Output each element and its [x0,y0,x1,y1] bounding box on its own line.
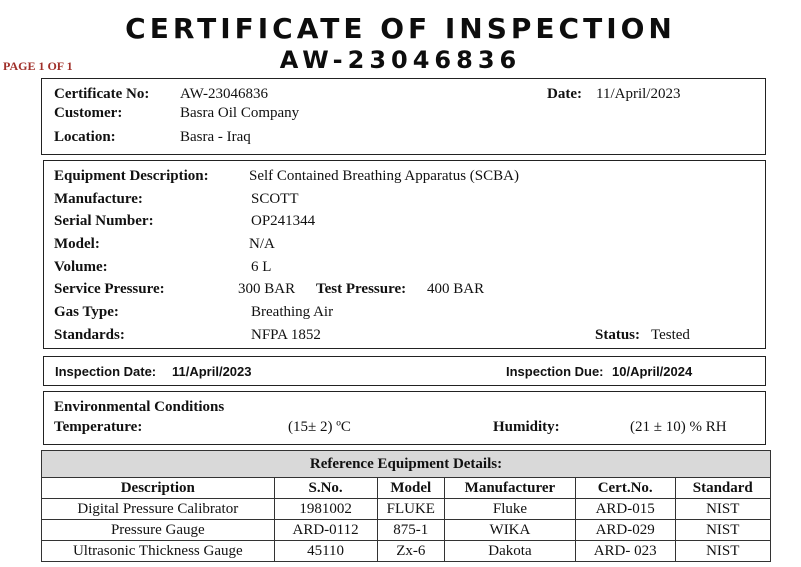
location-label: Location: [54,129,116,145]
equipment-box [43,160,766,349]
table-cell: WIKA [445,520,576,541]
gas-type-value: Breathing Air [251,304,334,320]
volume-label: Volume: [54,259,108,275]
inspection-date-label: Inspection Date: [55,364,157,379]
table-cell: NIST [675,520,770,541]
column-header: Model [377,478,445,499]
table-cell: ARD-029 [575,520,675,541]
environment-title: Environmental Conditions [54,399,225,415]
inspection-dates-box [43,356,766,386]
gas-type-label: Gas Type: [54,304,119,320]
test-pressure-label: Test Pressure: [316,281,407,297]
manufacture-label: Manufacture: [54,191,143,207]
reference-table-caption: Reference Equipment Details: [42,451,771,478]
test-pressure-value: 400 BAR [427,281,485,297]
table-cell: Fluke [445,499,576,520]
column-header: Description [42,478,275,499]
table-cell: ARD-015 [575,499,675,520]
status-value: Tested [651,327,690,343]
serial-label: Serial Number: [54,213,154,229]
table-cell: ARD-0112 [274,520,377,541]
equipment-desc-value: Self Contained Breathing Apparatus (SCBA) [249,168,519,184]
table-cell: NIST [675,541,770,562]
humidity-value: (21 ± 10) % RH [630,419,727,435]
table-cell: Dakota [445,541,576,562]
date-label: Date: [547,86,582,102]
manufacture-value: SCOTT [251,191,299,207]
table-cell: FLUKE [377,499,445,520]
table-cell: Pressure Gauge [42,520,275,541]
table-cell: 1981002 [274,499,377,520]
status-label: Status: [595,327,641,343]
location-value: Basra - Iraq [180,129,251,145]
table-cell: 875-1 [377,520,445,541]
table-cell: 45110 [274,541,377,562]
environment-box [43,391,766,445]
column-header: S.No. [274,478,377,499]
standards-value: NFPA 1852 [251,327,321,343]
date-value: 11/April/2023 [596,86,681,102]
customer-value: Basra Oil Company [180,105,300,121]
table-cell: NIST [675,499,770,520]
reference-equipment-table [41,450,771,562]
page-indicator: PAGE 1 OF 1 [3,59,73,73]
table-cell: Ultrasonic Thickness Gauge [42,541,275,562]
column-header: Standard [675,478,770,499]
inspection-due-value: 10/April/2024 [612,364,693,379]
document-title: CERTIFICATE OF INSPECTION [125,12,676,45]
table-row [42,520,771,541]
serial-value: OP241344 [251,213,316,229]
customer-label: Customer: [54,105,123,121]
table-cell: Zx-6 [377,541,445,562]
service-pressure-label: Service Pressure: [54,281,165,297]
model-value: N/A [249,236,275,252]
certificate-code: AW-23046836 [279,46,522,74]
cert-no-label: Certificate No: [54,86,150,102]
temperature-label: Temperature: [54,419,143,435]
equipment-desc-label: Equipment Description: [54,168,209,184]
service-pressure-value: 300 BAR [238,281,296,297]
table-header-row [42,478,771,499]
inspection-date-value: 11/April/2023 [172,364,252,379]
temperature-value: (15± 2) ºC [288,419,351,435]
column-header: Manufacturer [445,478,576,499]
table-row [42,541,771,562]
table-cell: Digital Pressure Calibrator [42,499,275,520]
table-row [42,499,771,520]
cert-no-value: AW-23046836 [180,86,268,102]
humidity-label: Humidity: [493,419,560,435]
standards-label: Standards: [54,327,125,343]
inspection-due-label: Inspection Due: [506,364,604,379]
column-header: Cert.No. [575,478,675,499]
certificate-info-box [41,78,766,155]
table-cell: ARD- 023 [575,541,675,562]
volume-value: 6 L [251,259,272,275]
model-label: Model: [54,236,100,252]
